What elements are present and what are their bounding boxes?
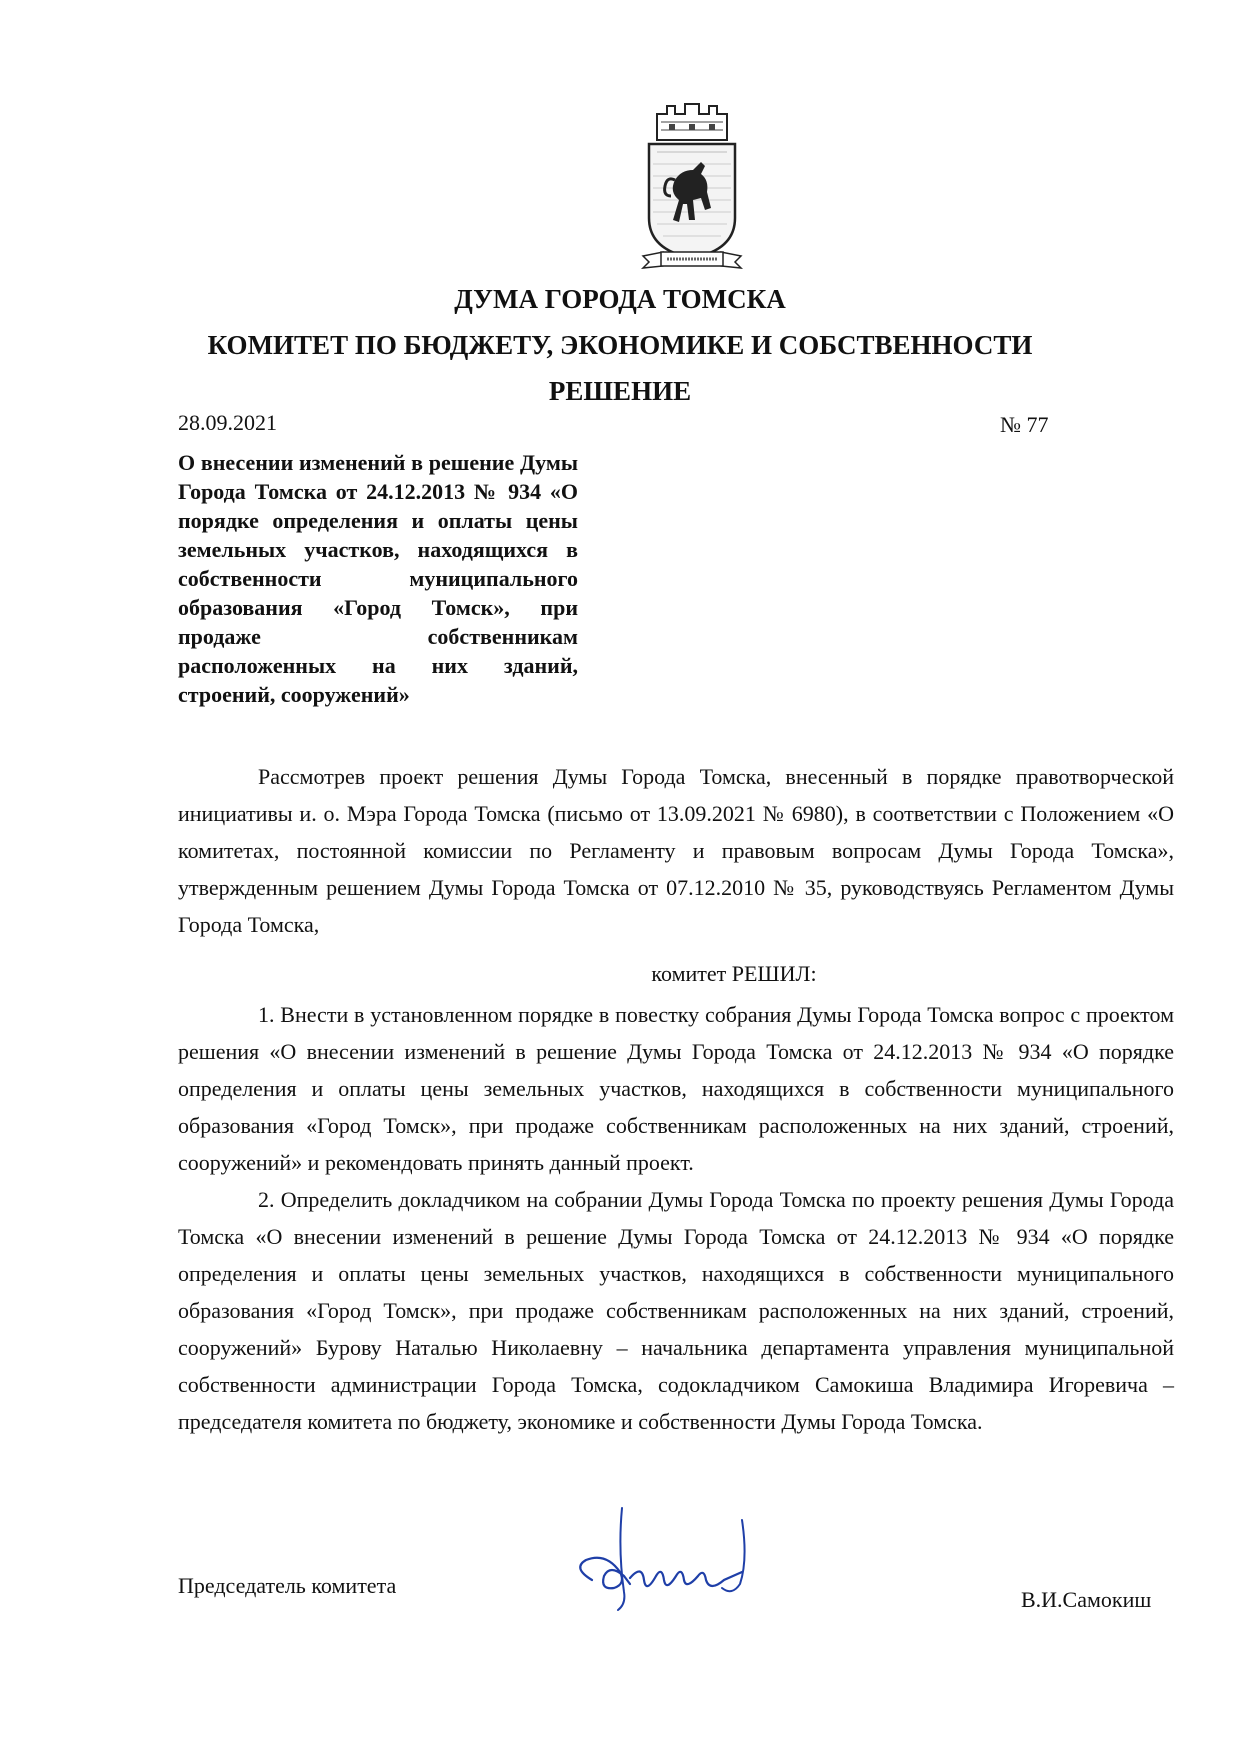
- signatory-title: Председатель комитета: [178, 1573, 397, 1598]
- document-body: [178, 758, 1174, 1440]
- resolution-item-2: 2. Определить докладчиком на собрании Думы Города Томска по проекту решения Думы Города Томска «О внесении изменений в решение Думы Города Томска от 24.12.2013 № 934 «О порядке определения и оплаты цены земельных участков, находящихся в собственности муниципального образования «Город Томск», при продаже собственникам расположенных на них зданий, строений, сооружений» Бурову Наталью Николаевну – начальника департамента управления муниципальной собственности администрации Города Томска, содокладчиком Самокиша Владимира Игоревича – председателя комитета по бюджету, экономике и собственности Думы Города Томска.: [178, 1187, 1174, 1434]
- committee-title: КОМИТЕТ ПО БЮДЖЕТУ, ЭКОНОМИКЕ И СОБСТВЕННОСТИ: [207, 330, 1033, 360]
- coat-of-arms-icon: [639, 100, 745, 270]
- duma-title: ДУМА ГОРОДА ТОМСКА: [454, 284, 786, 314]
- signatory-name: В.И.Самокиш: [1021, 1587, 1152, 1612]
- preamble-paragraph: Рассмотрев проект решения Думы Города Томска, внесенный в порядке правотворческой инициативы и. о. Мэра Города Томска (письмо от 13.09.2021 № 6980), в соответствии с Положением «О комитетах, постоянной комиссии по Регламенту и правовым вопросам Думы Города Томска», утвержденным решением Думы Города Томска от 07.12.2010 № 35, руководствуясь Регламентом Думы Города Томска,: [178, 764, 1174, 937]
- resolved-text: комитет РЕШИЛ:: [651, 961, 817, 986]
- document-date: 28.09.2021: [178, 410, 277, 435]
- document-subject: О внесении изменений в решение Думы Города Томска от 24.12.2013 № 934 «О порядке определения и оплаты цены земельных участков, находящихся в собственности муниципального образования «Город Томск», при продаже собственникам расположенных на них зданий, строений, сооружений»: [178, 450, 578, 707]
- document-number: № 77: [1000, 412, 1049, 437]
- document-type: РЕШЕНИЕ: [548, 376, 692, 406]
- resolved-line: [178, 955, 1174, 992]
- handwritten-signature-icon: [552, 1480, 782, 1620]
- resolution-item-1: 1. Внести в установленном порядке в повестку собрания Думы Города Томска вопрос с проектом решения «О внесении изменений в решение Думы Города Томска от 24.12.2013 № 934 «О порядке определения и оплаты цены земельных участков, находящихся в собственности муниципального образования «Город Томск», при продаже собственникам расположенных на них зданий, строений, сооружений» и рекомендовать принять данный проект.: [178, 1002, 1174, 1175]
